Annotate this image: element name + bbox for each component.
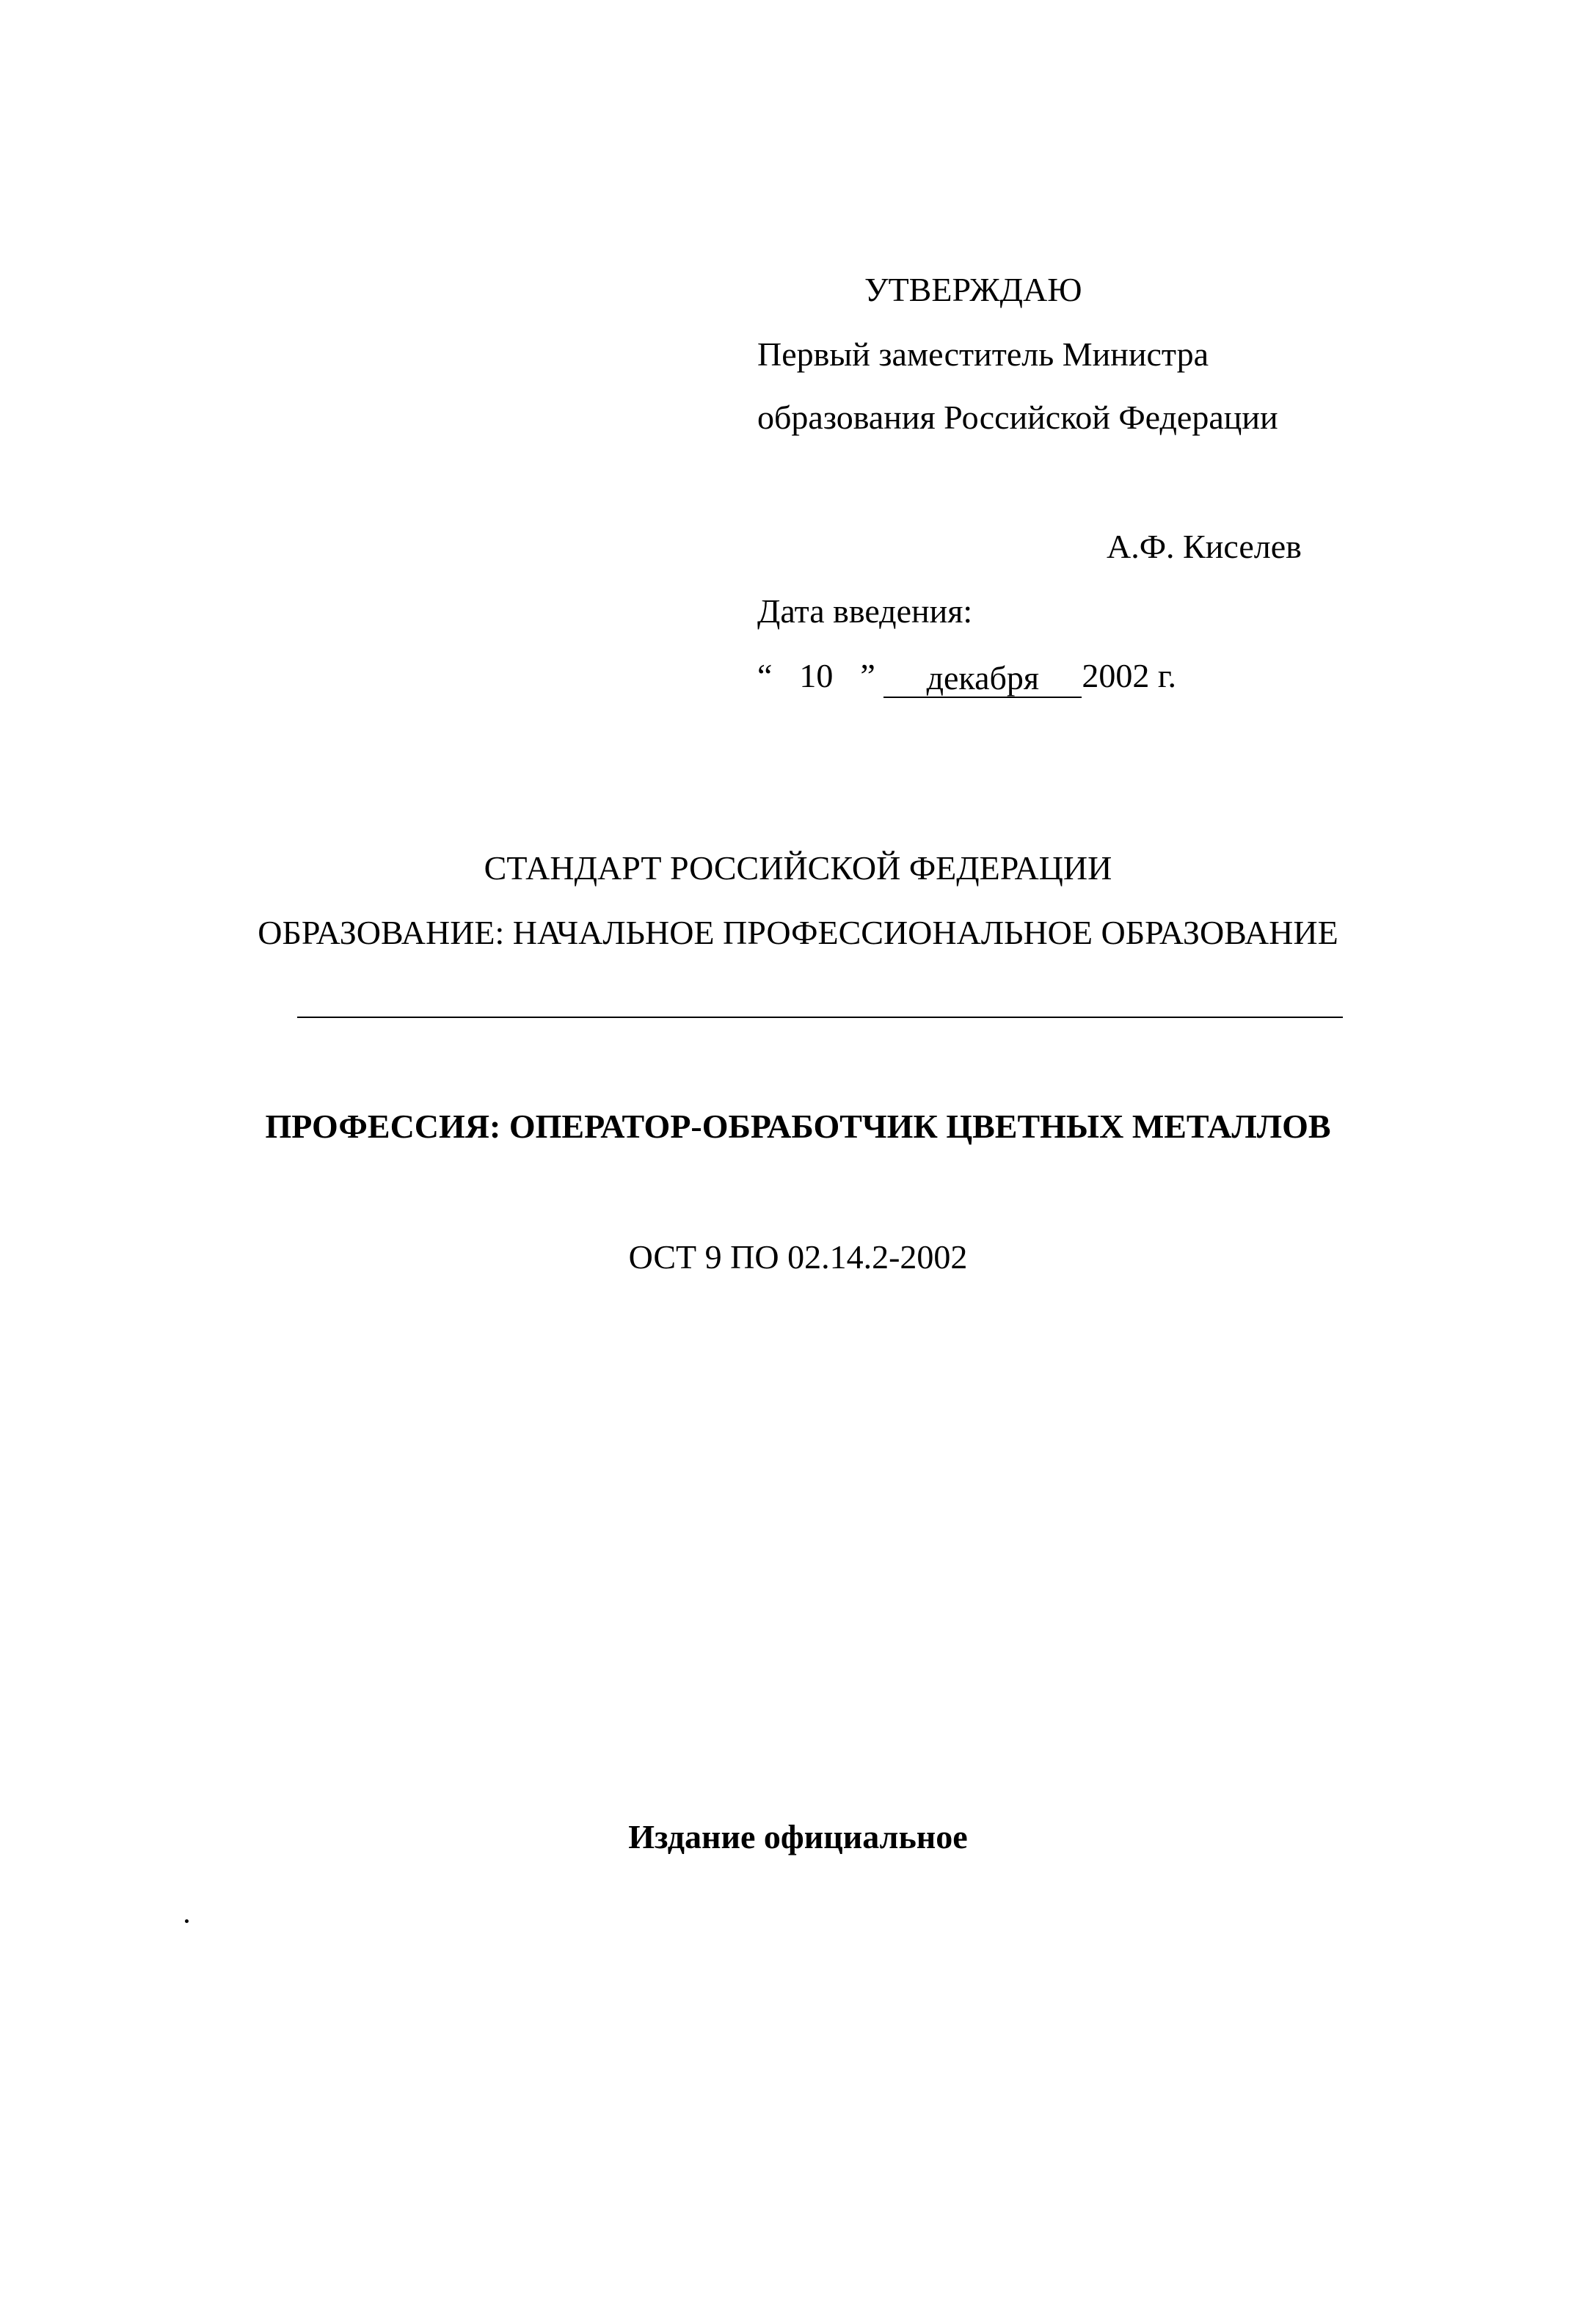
standard-code: ОСТ 9 ПО 02.14.2-2002 [628, 1238, 968, 1276]
date-day: 10 [799, 657, 834, 694]
date-month: декабря [926, 659, 1040, 697]
date-year: 2002 г. [1082, 657, 1177, 694]
approval-heading: УТВЕРЖДАЮ [864, 271, 1082, 308]
approval-signatory: А.Ф. Киселев [1107, 528, 1302, 565]
stray-dot [185, 1919, 189, 1923]
approval-position-line-1: Первый заместитель Министра [757, 335, 1209, 373]
date-month-field [883, 661, 1082, 698]
date-close-quote: ” [860, 657, 875, 694]
edition-label: Издание официальное [628, 1818, 968, 1855]
approval-position-line-2: образования Российской Федерации [757, 399, 1278, 436]
standard-title-line-2: ОБРАЗОВАНИЕ: НАЧАЛЬНОЕ ПРОФЕССИОНАЛЬНОЕ ОБРАЗОВАНИЕ [258, 914, 1338, 951]
date-open-quote: “ [757, 657, 773, 694]
standard-title-line-1: СТАНДАРТ РОССИЙСКОЙ ФЕДЕРАЦИИ [484, 849, 1112, 887]
title-divider [297, 1017, 1343, 1018]
profession-title: ПРОФЕССИЯ: ОПЕРАТОР-ОБРАБОТЧИК ЦВЕТНЫХ МЕТАЛЛОВ [265, 1108, 1331, 1145]
date-line [757, 659, 1176, 696]
date-label: Дата введения: [757, 592, 973, 630]
